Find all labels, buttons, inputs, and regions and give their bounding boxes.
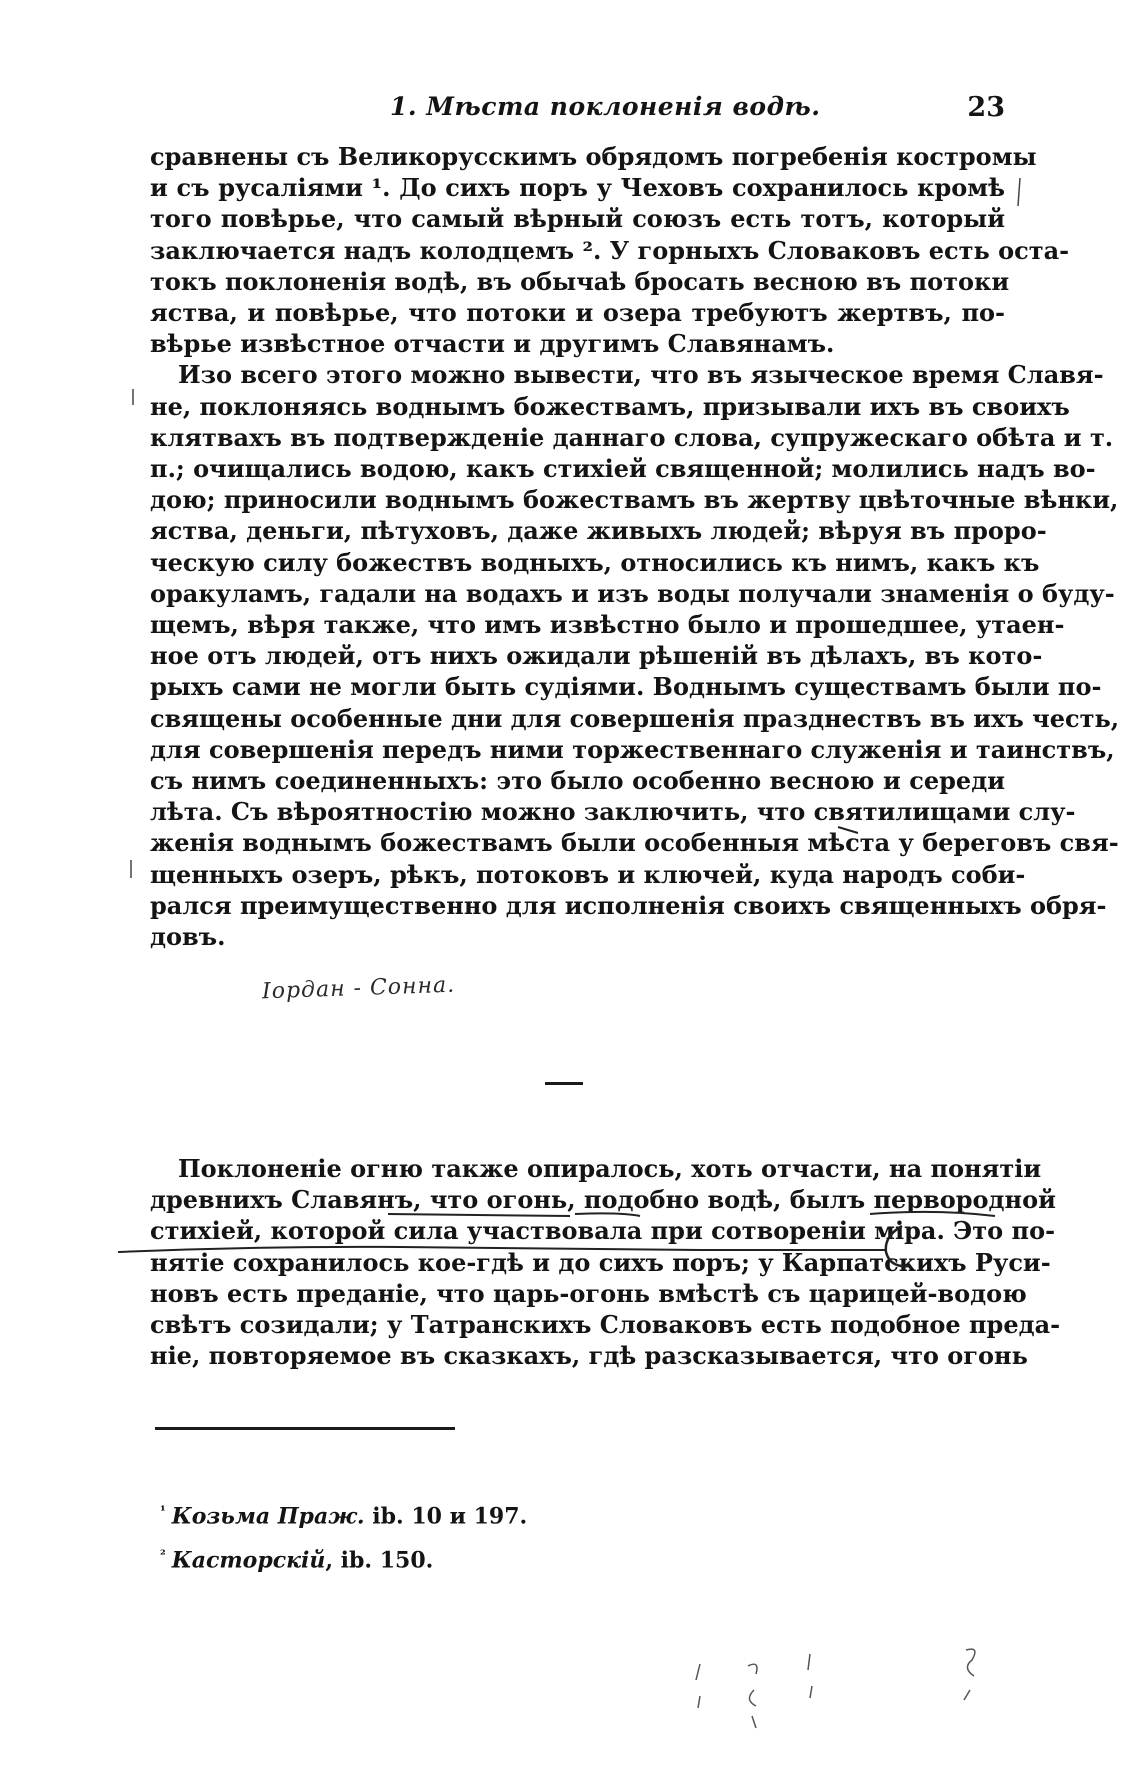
text-line: ніе, повторяемое въ сказкахъ, гдѣ разсказывается, что огонь bbox=[150, 1341, 1028, 1371]
page-header bbox=[150, 92, 1005, 132]
text-line: священы особенные дни для совершенія празднествъ въ ихъ честь, bbox=[150, 703, 1120, 733]
footnote-marker: ¹ bbox=[160, 1504, 166, 1519]
footnote-reference: , ib. 150. bbox=[325, 1547, 434, 1574]
text-line: лѣта. Съ вѣроятностію можно заключить, что святилищами слу- bbox=[150, 797, 1076, 827]
footnote-author: Касторскій bbox=[171, 1547, 326, 1574]
text-line: заключается надъ колодцемъ ². У горныхъ Словаковъ есть оста- bbox=[150, 235, 1070, 265]
main-text-lower bbox=[150, 1153, 1061, 1371]
footnote-rule bbox=[155, 1427, 455, 1430]
text-line: Поклоненіе огню также опиралось, хоть отчасти, на понятіи bbox=[178, 1154, 1042, 1183]
text-line: свѣтъ созидали; у Татранскихъ Словаковъ есть подобное преда- bbox=[150, 1310, 1061, 1340]
text-line: для совершенія передъ ними торжественнаго служенія и таинствъ, bbox=[150, 734, 1115, 764]
paragraph-1 bbox=[150, 141, 1070, 359]
text-line: древнихъ Славянъ, что огонь, подобно водѣ, былъ первородной bbox=[150, 1185, 1056, 1215]
text-line: ное отъ людей, отъ нихъ ожидали рѣшеній въ дѣлахъ, въ кото- bbox=[150, 641, 1043, 671]
scribble-mark bbox=[696, 1649, 975, 1728]
text-line: новъ есть преданіе, что царь-огонь вмѣстѣ съ царицей-водою bbox=[150, 1278, 1027, 1308]
text-line: не, поклоняясь воднымъ божествамъ, призывали ихъ въ своихъ bbox=[150, 391, 1070, 421]
text-line: и съ русаліями ¹. До сихъ поръ у Чеховъ сохранилось кромѣ bbox=[150, 173, 1005, 203]
text-line: п.; очищались водою, какъ стихіей священной; молились надъ во- bbox=[150, 454, 1096, 484]
main-text-upper bbox=[150, 141, 1120, 952]
text-line: вѣрье извѣстное отчасти и другимъ Славянамъ. bbox=[150, 329, 835, 359]
text-line: рыхъ сами не могли быть судіями. Воднымъ существамъ были по- bbox=[150, 672, 1102, 702]
footnote-2 bbox=[160, 1536, 860, 1580]
handwritten-note: Iордан - Сонна. bbox=[261, 972, 456, 1005]
footnote-1 bbox=[160, 1492, 860, 1536]
paragraph-3 bbox=[150, 1153, 1061, 1371]
text-line: щенныхъ озеръ, рѣкъ, потоковъ и ключей, куда народъ соби- bbox=[150, 859, 1026, 889]
text-line: съ нимъ соединенныхъ: это было особенно весною и середи bbox=[150, 766, 1005, 796]
text-line: дою; приносили воднымъ божествамъ въ жертву цвѣточные вѣнки, bbox=[150, 485, 1119, 515]
text-line: щемъ, вѣря также, что имъ извѣстно было и прошедшее, утаен- bbox=[150, 610, 1065, 640]
footnote-author: Козьма Праж. bbox=[171, 1503, 365, 1530]
text-line: нятіе сохранилось кое-гдѣ и до сихъ поръ; у Карпатскихъ Руси- bbox=[150, 1247, 1051, 1277]
text-line: ческую силу божествъ водныхъ, относились къ нимъ, какъ къ bbox=[150, 547, 1040, 577]
text-line: клятвахъ въ подтвержденіе даннаго слова, супружескаго обѣта и т. bbox=[150, 422, 1114, 452]
footnote-reference: ib. 10 и 197. bbox=[372, 1503, 528, 1530]
text-line: токъ поклоненія водѣ, въ обычаѣ бросать весною въ потоки bbox=[150, 266, 1010, 296]
text-line: стихіей, которой сила участвовала при сотвореніи міра. Это по- bbox=[150, 1216, 1056, 1246]
paragraph-2 bbox=[150, 359, 1120, 952]
text-line: рался преимущественно для исполненія своихъ священныхъ обря- bbox=[150, 890, 1107, 920]
text-line: довъ. bbox=[150, 922, 226, 952]
text-line: оракуламъ, гадали на водахъ и изъ воды получали знаменія о буду- bbox=[150, 578, 1115, 608]
text-line: Изо всего этого можно вывести, что въ языческое время Славя- bbox=[178, 360, 1104, 390]
text-line: того повѣрье, что самый вѣрный союзъ есть тотъ, который bbox=[150, 204, 1005, 234]
text-line: яства, и повѣрье, что потоки и озера требуютъ жертвъ, по- bbox=[150, 298, 1005, 328]
margin-mark bbox=[1018, 178, 1020, 206]
footnote-marker: ² bbox=[160, 1548, 166, 1564]
section-separator bbox=[545, 1082, 583, 1085]
text-line: сравнены съ Великорусскимъ обрядомъ погребенія костромы bbox=[150, 142, 1037, 171]
footnotes bbox=[160, 1492, 860, 1581]
text-line: яства, деньги, пѣтуховъ, даже живыхъ людей; вѣруя въ проро- bbox=[150, 516, 1047, 546]
page-number: 23 bbox=[967, 92, 1005, 123]
text-line: женія воднымъ божествамъ были особенныя мѣста у береговъ свя- bbox=[150, 828, 1119, 858]
running-title: 1. Мѣста поклоненія водѣ. bbox=[390, 92, 821, 121]
